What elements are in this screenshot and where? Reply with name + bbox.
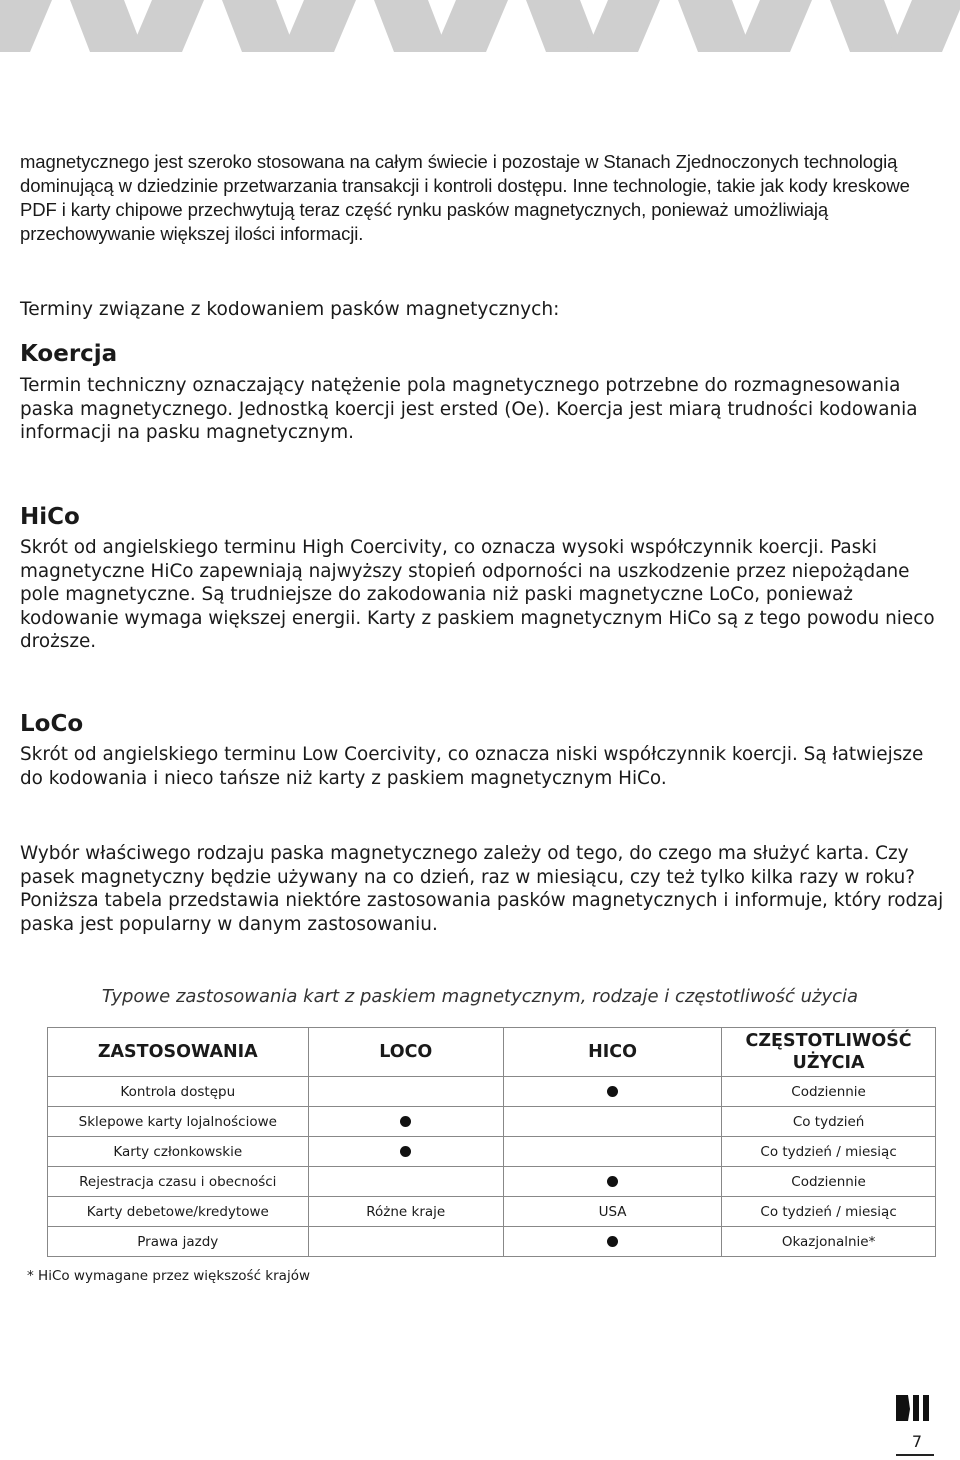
cell-application: Karty debetowe/kredytowe — [48, 1197, 309, 1227]
usage-dot-icon — [607, 1176, 618, 1187]
cell-frequency: Okazjonalnie* — [781, 1233, 876, 1250]
decorative-top-band — [0, 0, 960, 52]
cell-application: Rejestracja czasu i obecności — [48, 1167, 309, 1197]
usage-dot-icon — [607, 1086, 618, 1097]
cell-application: Karty członkowskie — [48, 1137, 309, 1167]
intro-section — [20, 150, 942, 246]
cell-frequency: Co tydzień — [722, 1107, 935, 1137]
cell-loco — [309, 1077, 504, 1107]
section-body-loco: Skrót od angielskiego terminu Low Coercivity, co oznacza niski współczynnik koercji. Są łatwiejsze do kodowania i nieco tańsze niż karty z paskiem magnetycznym HiCo. — [20, 744, 924, 789]
cell-hico — [504, 1137, 722, 1167]
cell-application: Sklepowe karty lojalnościowe — [48, 1107, 309, 1137]
section-body-koercja: Termin techniczny oznaczający natężenie pola magnetycznego potrzebne do rozmagnesowania paska magnetycznego. Jednostką koercji jest ersted (Oe). Koercja jest miarą trudności kodowania informacji na pasku magnetycznym. — [20, 375, 918, 443]
table-header-row — [48, 1028, 935, 1077]
cell-loco: Różne kraje — [309, 1197, 504, 1227]
page-number-rule — [896, 1454, 934, 1456]
page-number: 7 — [911, 1432, 923, 1451]
cell-hico — [504, 1077, 722, 1107]
section-title-koercja: Koercja — [20, 341, 118, 367]
cell-frequency: Codziennie — [722, 1077, 935, 1107]
cell-hico — [504, 1167, 722, 1197]
cell-hico: USA — [504, 1197, 722, 1227]
header-frequency: CZĘSTOTLIWOŚĆ UŻYCIA — [722, 1028, 935, 1077]
header-applications: ZASTOSOWANIA — [48, 1028, 309, 1077]
cell-frequency: Co tydzień / miesiąc — [722, 1197, 935, 1227]
choice-paragraph: Wybór właściwego rodzaju paska magnetycznego zależy od tego, do czego ma służyć karta. Czy pasek magnetyczny będzie używany na co dzień, raz w miesiącu, czy też tylko kilka razy w roku? Poniższa tabela przedstawia niektóre zastosowania pasków magnetycznych i informuje, który rodzaj paska jest popularny w danym zastosowaniu. — [20, 843, 944, 935]
section-title-loco: LoCo — [20, 711, 84, 737]
table-row — [48, 1077, 935, 1107]
intro-paragraph: magnetycznego jest szeroko stosowana na całym świecie i pozostaje w Stanach Zjednoczonych technologią dominującą w dziedzinie przetwarzania transakcji i kontroli dostępu. Inne technologie, takie jak kody kreskowe PDF i karty chipowe przechwytują teraz część rynku pasków magnetycznych, ponieważ umożliwiają przechowywanie większej ilości informacji. — [20, 151, 910, 244]
header-hico: HICO — [504, 1028, 722, 1077]
cell-loco — [309, 1227, 504, 1256]
cell-hico — [504, 1227, 722, 1256]
table-row — [48, 1197, 935, 1227]
cell-frequency: Codziennie — [722, 1167, 935, 1197]
cell-application: Prawa jazdy — [48, 1227, 309, 1256]
table-row — [48, 1227, 935, 1256]
table-footnote: * HiCo wymagane przez większość krajów — [27, 1268, 310, 1284]
cell-loco — [309, 1167, 504, 1197]
table-caption: Typowe zastosowania kart z paskiem magnetycznym, rodzaje i częstotliwość użycia — [101, 986, 859, 1007]
applications-table — [47, 1027, 936, 1257]
usage-dot-icon — [400, 1146, 411, 1157]
usage-dot-icon — [400, 1116, 411, 1127]
section-title-hico: HiCo — [20, 504, 80, 530]
cell-application: Kontrola dostępu — [48, 1077, 309, 1107]
section-body-hico: Skrót od angielskiego terminu High Coercivity, co oznacza wysoki współczynnik koercji. Paski magnetyczne HiCo zapewniają najwyższy stopień odporności na uszkodzenie przez niepożądane pole magnetyczne. Są trudniejsze do zakodowania niż paski magnetyczne LoCo, ponieważ kodowanie wymaga większej energii. Karty z paskiem magnetycznym HiCo są z tego powodu nieco droższe. — [20, 537, 935, 652]
table-row — [48, 1167, 935, 1197]
brand-logo-icon — [896, 1393, 932, 1423]
header-loco: LOCO — [309, 1028, 504, 1077]
usage-dot-icon — [607, 1236, 618, 1247]
table-row — [48, 1137, 935, 1167]
cell-hico — [504, 1107, 722, 1137]
cell-loco — [309, 1137, 504, 1167]
cell-frequency: Co tydzień / miesiąc — [722, 1137, 935, 1167]
cell-loco — [309, 1107, 504, 1137]
table-row — [48, 1107, 935, 1137]
terms-lead: Terminy związane z kodowaniem pasków magnetycznych: — [20, 299, 560, 320]
